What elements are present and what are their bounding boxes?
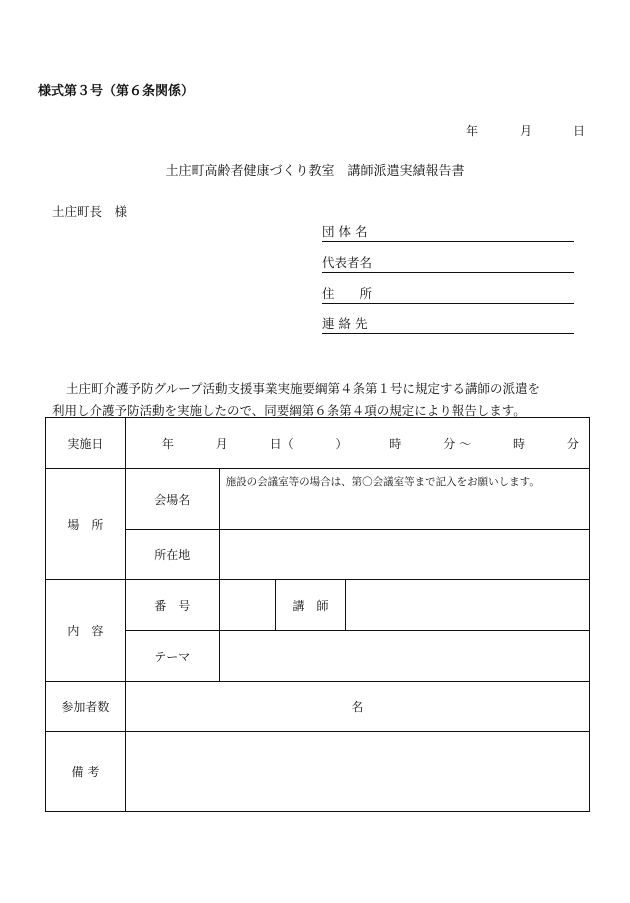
representative-label: 代表者名: [322, 255, 373, 270]
lecturer-label: 講 師: [275, 580, 346, 631]
content-label: 内 容: [46, 580, 126, 682]
date-part-end-minute: 分: [566, 436, 579, 451]
remarks-value-cell[interactable]: [125, 732, 589, 812]
remarks-label: 備 考: [46, 732, 126, 812]
participants-label: 参加者数: [46, 682, 126, 732]
address-label-cell: 所在地: [125, 530, 219, 580]
date-month-label: 月: [520, 124, 533, 138]
report-statement: [52, 378, 597, 422]
venue-note: 施設の会議室等の場合は、第〇会議室等まで記入をお願いします。: [225, 476, 540, 488]
group-name-label: 団 体 名: [322, 224, 368, 239]
participants-value-cell[interactable]: [125, 682, 589, 732]
remarks-row: [46, 732, 590, 812]
contact-field[interactable]: [322, 315, 574, 334]
theme-value-cell[interactable]: [219, 631, 589, 682]
number-value-cell[interactable]: [219, 580, 275, 631]
participants-unit: 名: [351, 700, 364, 714]
date-day-label: 日: [573, 124, 586, 138]
date-row: [46, 418, 590, 469]
address-row: [46, 530, 590, 580]
date-value-cell[interactable]: [125, 418, 589, 469]
report-statement-line1: 土庄町介護予防グループ活動支援事業実施要綱第４条第１号に規定する講師の派遣を: [66, 381, 541, 396]
date-part-year: 年: [161, 436, 174, 451]
venue-row: [46, 469, 590, 530]
address-field[interactable]: [322, 285, 574, 304]
address-label: 住 所: [322, 286, 373, 301]
date-year-label: 年: [466, 124, 479, 138]
group-name-field[interactable]: [322, 223, 574, 242]
date-part-day: 日（: [269, 436, 294, 451]
number-row: [46, 580, 590, 631]
contact-label: 連 絡 先: [322, 316, 368, 331]
date-part-month: 月: [215, 436, 228, 451]
report-table: [45, 417, 590, 812]
date-part-start-hour: 時: [389, 436, 402, 451]
venue-value-cell[interactable]: [219, 469, 589, 530]
theme-row: [46, 631, 590, 682]
participants-row: [46, 682, 590, 732]
form-number: 様式第３号（第６条関係）: [38, 84, 195, 99]
lecturer-value-cell[interactable]: [346, 580, 590, 631]
theme-label: テーマ: [125, 631, 219, 682]
addressee: 土庄町長 様: [52, 204, 128, 219]
representative-field[interactable]: [322, 254, 574, 273]
document-title: 土庄町高齢者健康づくり教室 講師派遣実績報告書: [165, 164, 465, 179]
place-label: 場 所: [46, 469, 126, 580]
date-part-weekday-close: ）: [335, 436, 348, 451]
venue-label: 会場名: [125, 469, 219, 530]
report-statement-line2: 利用し介護予防活動を実施したので、同要綱第６条第４項の規定により報告します。: [52, 403, 526, 418]
date-part-end-hour: 時: [513, 436, 526, 451]
address-value-cell[interactable]: [219, 530, 589, 580]
number-label: 番 号: [125, 580, 219, 631]
date-part-start-minute: 分 ～: [443, 436, 472, 451]
date-label: 実施日: [46, 418, 126, 469]
